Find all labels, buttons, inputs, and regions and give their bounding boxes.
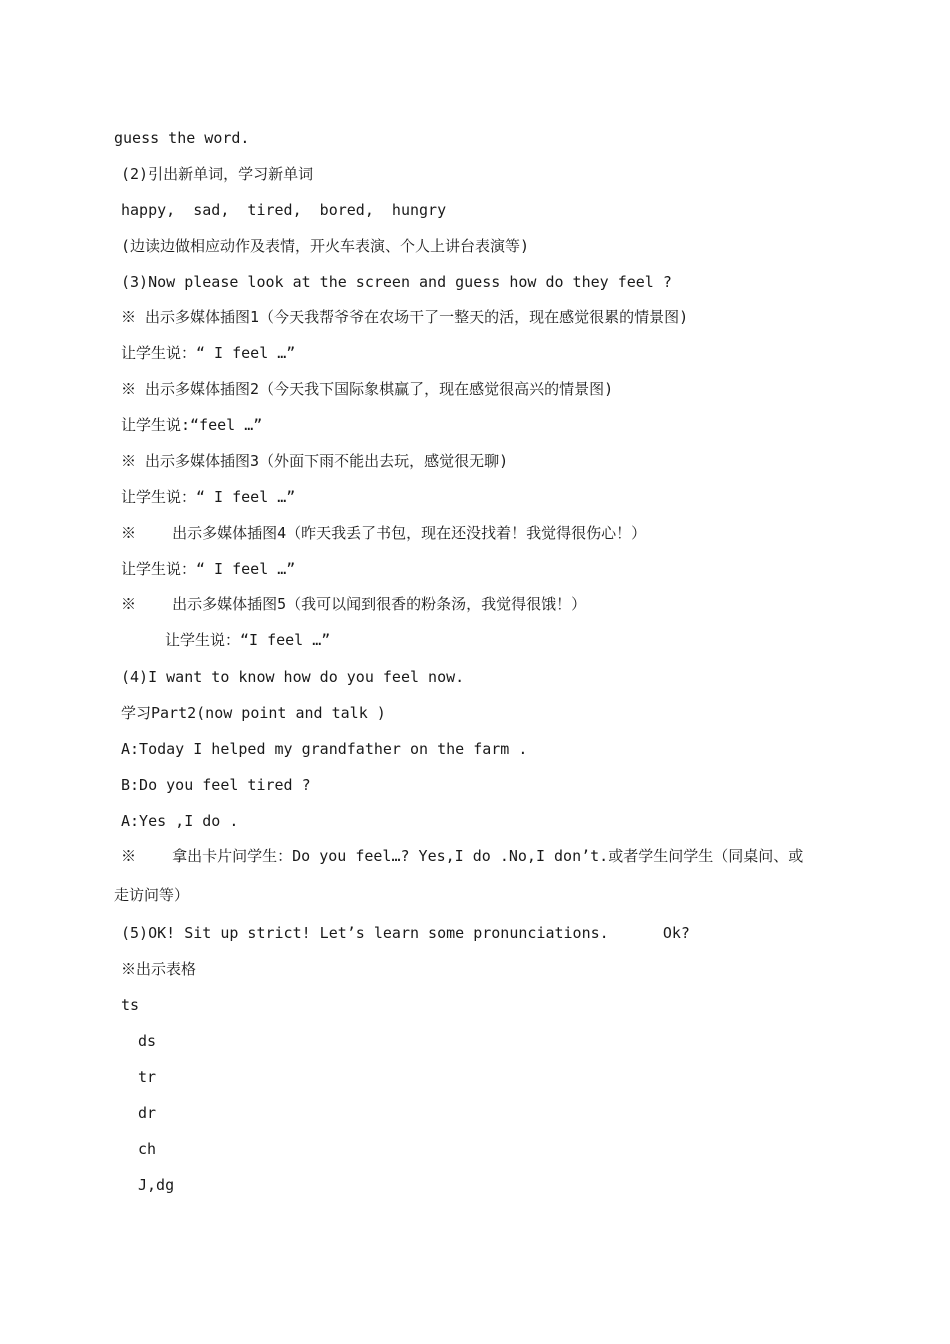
text-line: (3)Now please look at the screen and guess how do they feel ?: [121, 273, 672, 291]
text-line: dr: [138, 1104, 157, 1122]
text-line: ※ 出示多媒体插图4（昨天我丢了书包，现在还没找着！我觉得很伤心！）: [121, 524, 647, 542]
text-line: (4)I want to know how do you feel now.: [121, 668, 465, 686]
text-line: ※ 拿出卡片问学生：Do you feel…? Yes,I do .No,I don’t.或者学生问学生（同桌问、或: [121, 847, 804, 865]
text-line: (边读边做相应动作及表情，开火车表演、个人上讲台表演等): [121, 237, 530, 255]
text-line: A:Yes ,I do .: [121, 812, 239, 830]
text-line: (5)OK! Sit up strict! Let’s learn some pronunciations. Ok?: [121, 924, 690, 942]
text-line: (2)引出新单词，学习新单词: [121, 165, 314, 183]
text-line: 学习Part2(now point and talk ): [121, 704, 386, 722]
text-line: 让学生说：“I feel …”: [165, 631, 331, 649]
text-line: tr: [138, 1068, 157, 1086]
text-line: ※ 出示多媒体插图1（今天我帮爷爷在农场干了一整天的活，现在感觉很累的情景图): [121, 308, 689, 326]
text-line: ※出示表格: [121, 960, 197, 978]
text-line: 让学生说：“ I feel …”: [121, 344, 296, 362]
text-line: guess the word.: [114, 129, 250, 147]
text-line: ds: [138, 1032, 157, 1050]
text-line: 走访问等）: [114, 886, 190, 904]
text-line: B:Do you feel tired ?: [121, 776, 311, 794]
text-line: ※ 出示多媒体插图2（今天我下国际象棋赢了，现在感觉很高兴的情景图): [121, 380, 614, 398]
text-line: ※ 出示多媒体插图5（我可以闻到很香的粉条汤，我觉得很饿！）: [121, 595, 587, 613]
text-line: 让学生说：“ I feel …”: [121, 488, 296, 506]
text-line: ts: [121, 996, 140, 1014]
text-line: A:Today I helped my grandfather on the farm .: [121, 740, 528, 758]
text-line: J,dg: [138, 1176, 175, 1194]
text-line: ch: [138, 1140, 157, 1158]
text-line: ※ 出示多媒体插图3（外面下雨不能出去玩，感觉很无聊): [121, 452, 509, 470]
text-line: happy, sad, tired, bored, hungry: [121, 201, 447, 219]
text-line: 让学生说：“ I feel …”: [121, 560, 296, 578]
text-line: 让学生说:“feel …”: [121, 416, 263, 434]
